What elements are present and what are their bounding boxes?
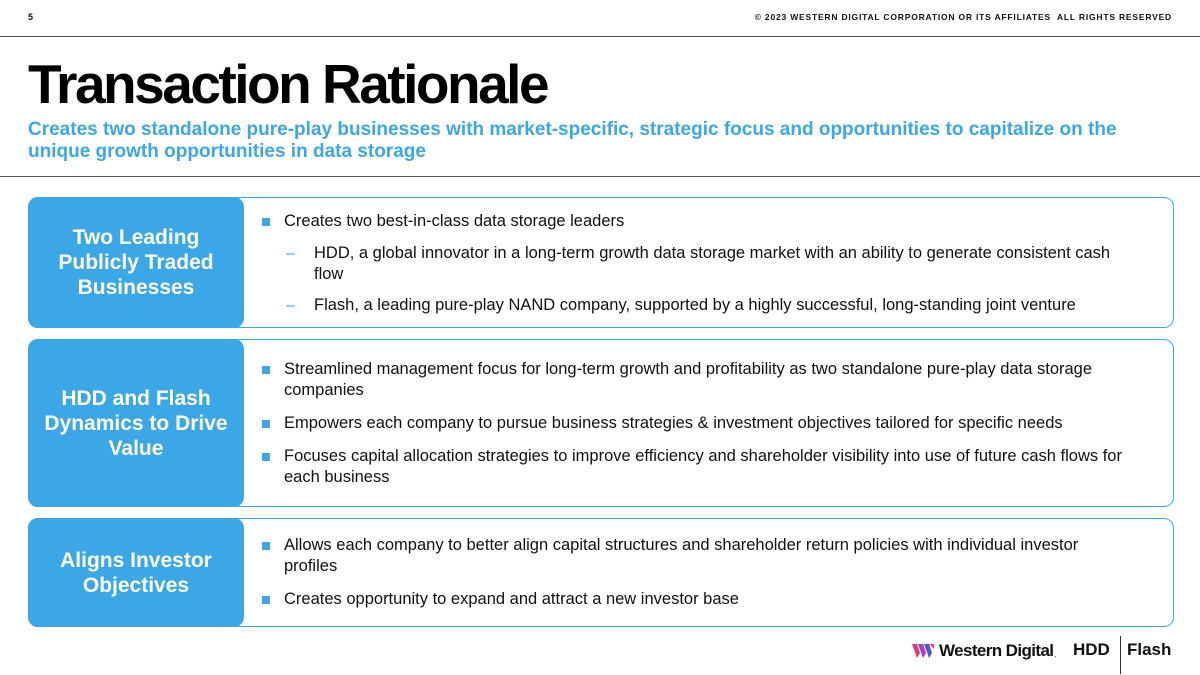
row-content xyxy=(262,198,1133,327)
row-label: Aligns Investor Objectives xyxy=(28,518,244,627)
dash-bullet-icon: – xyxy=(286,296,295,314)
row-label: Two Leading Publicly Traded Businesses xyxy=(28,197,244,328)
dash-bullet-icon: – xyxy=(286,244,295,262)
bullet-item xyxy=(262,359,1133,401)
square-bullet-icon xyxy=(262,218,270,226)
square-bullet-icon xyxy=(262,542,270,550)
brand-name: Western Digital xyxy=(939,641,1054,660)
square-bullet-icon xyxy=(262,366,270,374)
bullet-text: Allows each company to better align capital structures and shareholder return policies with individual investor profiles xyxy=(284,536,1079,575)
sub-bullet-text: HDD, a global innovator in a long-term growth data storage market with an ability to generate consistent cash flow xyxy=(314,243,1111,283)
title-divider xyxy=(0,176,1200,177)
row-content xyxy=(262,340,1133,506)
sub-bullet-item xyxy=(262,295,1133,316)
western-digital-logo xyxy=(912,640,1057,662)
bullet-text: Focuses capital allocation strategies to improve efficiency and shareholder visibility into use of future cash flows for each business xyxy=(284,446,1122,486)
square-bullet-icon xyxy=(262,453,270,461)
bullet-text: Streamlined management focus for long-term growth and profitability as two standalone pure-play data storage companies xyxy=(284,359,1093,399)
logo-divider xyxy=(1120,636,1121,674)
sub-bullet-item xyxy=(262,243,1133,285)
bullet-item xyxy=(262,211,1133,232)
bullet-text: Creates opportunity to expand and attract a new investor base xyxy=(284,590,739,608)
western-digital-logo-icon xyxy=(912,644,934,658)
copyright-notice: © 2023 WESTERN DIGITAL CORPORATION OR ITS AFFILIATES ALL RIGHTS RESERVED xyxy=(754,12,1172,22)
bullet-text: Empowers each company to pursue business strategies & investment objectives tailored for specific needs xyxy=(284,413,1063,432)
sub-bullet-text: Flash, a leading pure-play NAND company, supported by a highly successful, long-standing joint venture xyxy=(314,295,1076,314)
bullet-item xyxy=(262,446,1133,488)
brand-mark: . xyxy=(1054,650,1057,659)
rationale-row-investors xyxy=(28,518,1174,627)
square-bullet-icon xyxy=(262,596,270,604)
square-bullet-icon xyxy=(262,420,270,428)
rationale-row-businesses xyxy=(28,197,1174,328)
bullet-item xyxy=(262,413,1133,434)
bullet-item xyxy=(262,535,1133,577)
row-content xyxy=(262,519,1133,626)
flash-label: Flash xyxy=(1127,640,1172,659)
page-number: 5 xyxy=(28,12,34,22)
row-label: HDD and Flash Dynamics to Drive Value xyxy=(28,339,244,507)
page-title: Transaction Rationale xyxy=(28,53,548,115)
bullet-text: Creates two best-in-class data storage leaders xyxy=(284,211,625,230)
rationale-row-dynamics xyxy=(28,339,1174,507)
hdd-label: HDD xyxy=(1073,640,1110,659)
page-subtitle: Creates two standalone pure-play businesses with market-specific, strategic focus and opportunities to capitalize on the unique growth opportunities in data storage xyxy=(28,119,1117,162)
header-divider xyxy=(0,36,1200,37)
bullet-item xyxy=(262,589,1133,610)
